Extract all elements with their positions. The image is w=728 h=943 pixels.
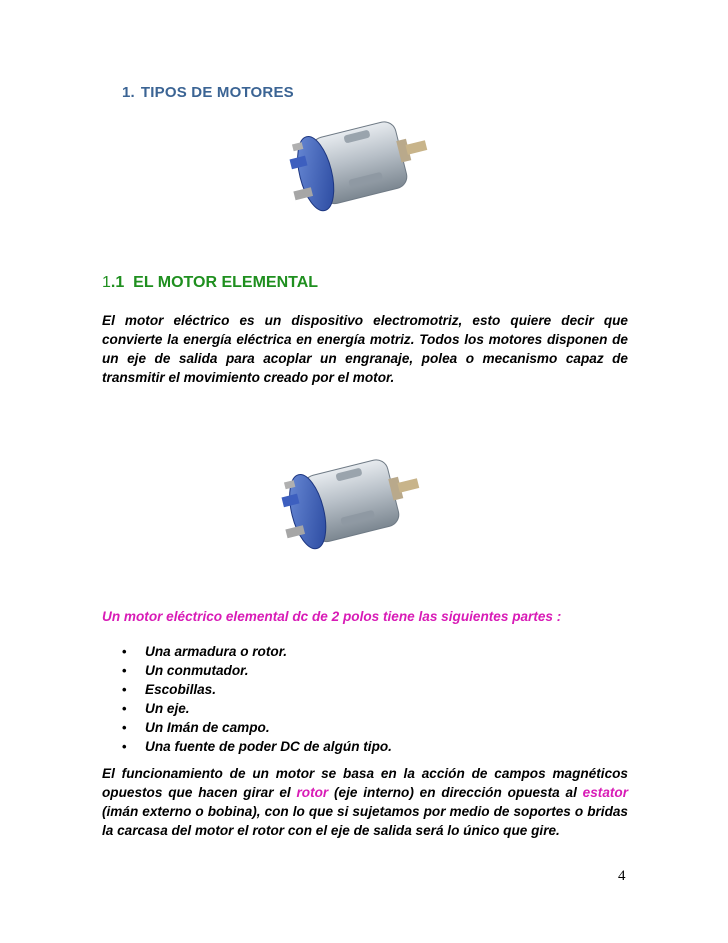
page-number: 4 — [618, 868, 626, 884]
dc-motor-image-top — [270, 100, 440, 230]
list-item: • Una fuente de poder DC de algún tipo. — [122, 739, 392, 754]
closing-paragraph: El funcionamiento de un motor se basa en la acción de campos magnéticos opuestos que hacen girar el rotor (eje interno) en dirección opuesta al estator (imán externo o bobina), con lo que si sujetamos por medio de soportes o bridas la carcasa del motor el rotor con el eje de salida será lo único que gire. — [102, 766, 628, 838]
list-item: • Una armadura o rotor. — [122, 644, 288, 659]
list-item: • Un Imán de campo. — [122, 720, 270, 735]
bullet-icon: • — [122, 701, 127, 716]
dc-motor-icon — [262, 438, 432, 568]
list-item: • Un eje. — [122, 701, 190, 716]
bullet-icon: • — [122, 739, 127, 754]
rotor-term: rotor — [296, 785, 329, 800]
intro-paragraph: El motor eléctrico es un dispositivo electromotriz, esto quiere decir que convierte la energía eléctrica en energía motriz. Todos los motores disponen de un eje de salida para acoplar un engranaje, polea o mecanismo capaz de transmitir el movimiento creado por el motor. — [102, 313, 628, 385]
bullet-icon: • — [122, 644, 127, 659]
estator-term: estator — [582, 785, 628, 800]
subsection-number: 1.1 — [102, 274, 125, 291]
bullet-icon: • — [122, 720, 127, 735]
list-item: • Escobillas. — [122, 682, 217, 697]
parts-heading: Un motor eléctrico elemental dc de 2 polos tiene las siguientes partes : — [102, 609, 562, 624]
dc-motor-icon — [270, 100, 440, 230]
list-item: • Un conmutador. — [122, 663, 249, 678]
section-title — [122, 84, 294, 101]
parts-list — [102, 642, 392, 756]
subsection-title — [102, 274, 318, 292]
dc-motor-image-bottom — [262, 438, 432, 568]
bullet-icon: • — [122, 663, 127, 678]
section-number: 1. — [122, 84, 135, 101]
bullet-icon: • — [122, 682, 127, 697]
section-title-text: TIPOS DE MOTORES — [140, 84, 294, 101]
subsection-title-text: EL MOTOR ELEMENTAL — [133, 274, 319, 291]
